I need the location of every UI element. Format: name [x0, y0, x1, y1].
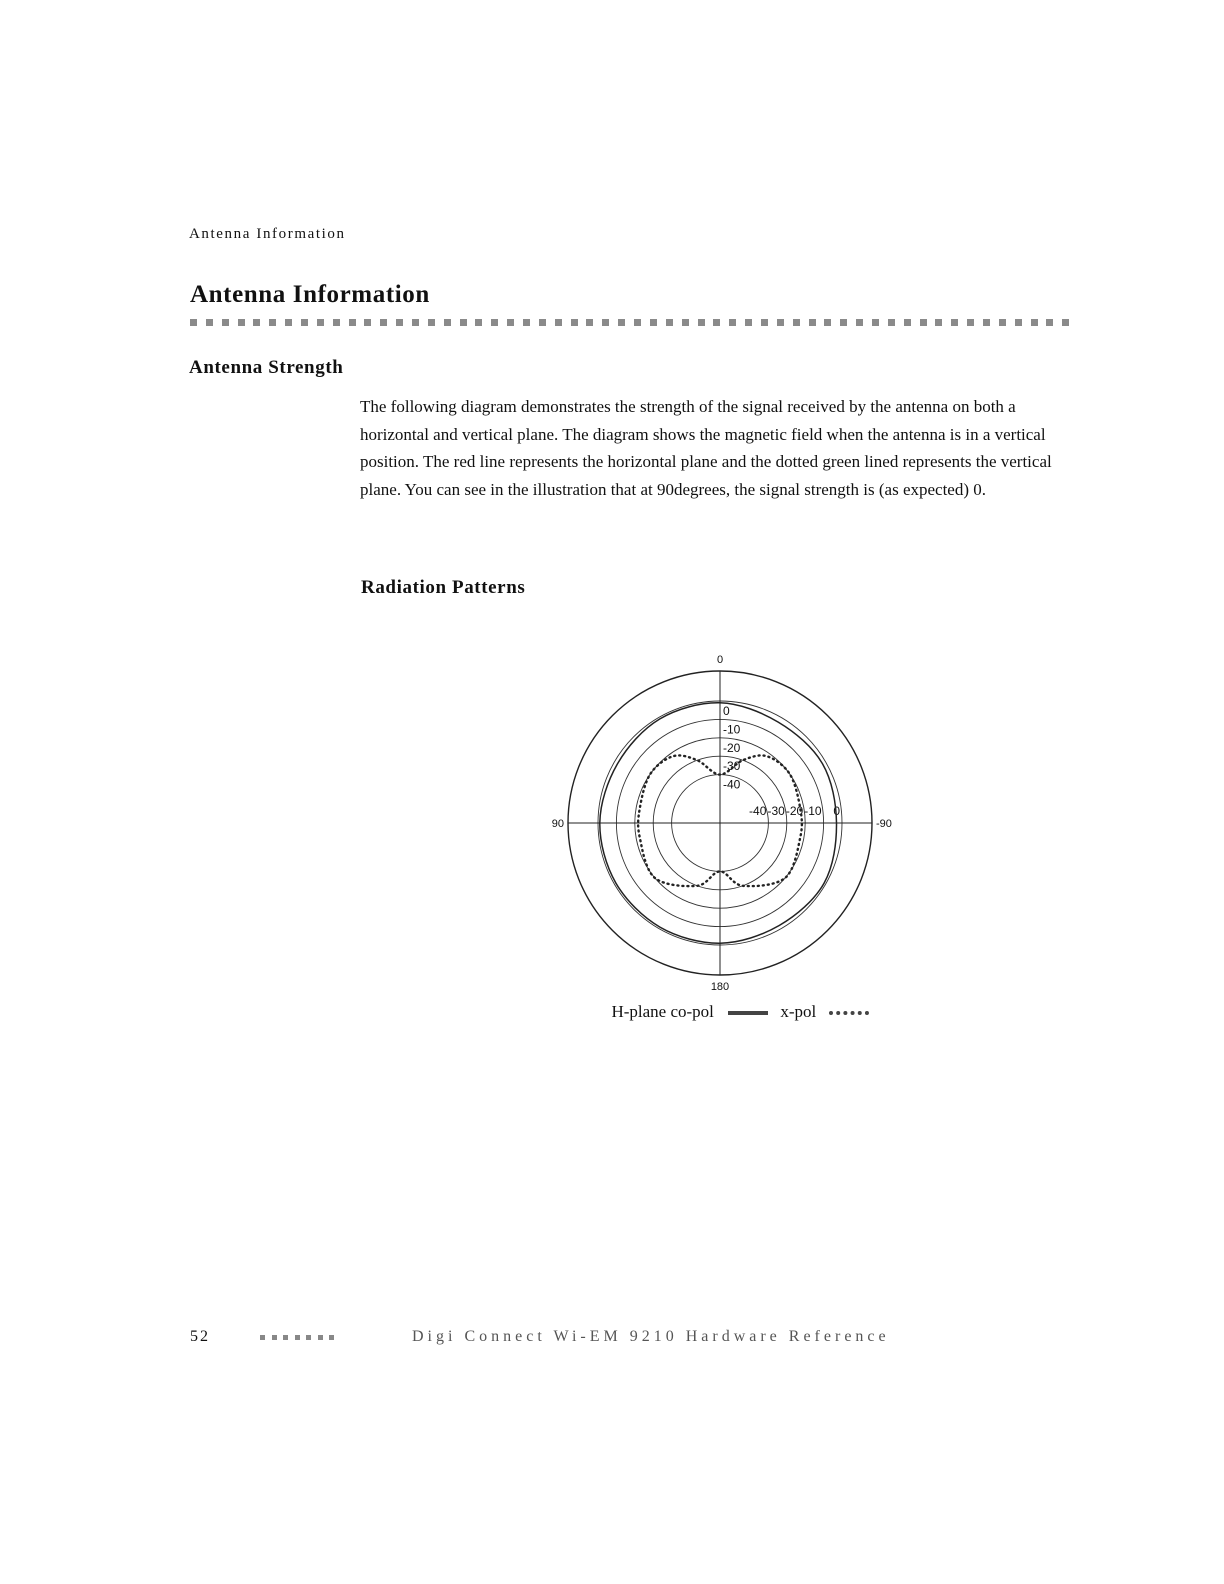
rule-square — [586, 319, 593, 326]
footer-square — [306, 1335, 311, 1340]
angle-label-top: 0 — [716, 654, 724, 666]
rule-square — [935, 319, 942, 326]
radiation-pattern-chart — [530, 640, 910, 1000]
rule-square — [634, 319, 641, 326]
rule-square — [824, 319, 831, 326]
footer-divider — [260, 1335, 334, 1341]
rule-square — [555, 319, 562, 326]
footer-square — [318, 1335, 323, 1340]
rule-square — [190, 319, 197, 326]
chart-legend — [560, 1002, 920, 1022]
rule-square — [539, 319, 546, 326]
rule-square — [317, 319, 324, 326]
rule-square — [380, 319, 387, 326]
radial-tick-label: -30 — [723, 759, 741, 774]
rule-square — [951, 319, 958, 326]
rule-square — [729, 319, 736, 326]
rule-square — [1062, 319, 1069, 326]
rule-square — [491, 319, 498, 326]
rule-square — [523, 319, 530, 326]
legend-solid-label: H-plane co-pol — [611, 1002, 714, 1021]
rule-square — [1031, 319, 1038, 326]
rule-square — [206, 319, 213, 326]
angle-label-bottom: 180 — [710, 981, 730, 993]
rule-square — [840, 319, 847, 326]
rule-square — [253, 319, 260, 326]
rule-square — [364, 319, 371, 326]
rule-square — [412, 319, 419, 326]
rule-square — [856, 319, 863, 326]
rule-square — [618, 319, 625, 326]
rule-square — [1046, 319, 1053, 326]
legend-dotted-swatch — [829, 1011, 869, 1015]
radial-tick-label-h: -30 — [767, 804, 785, 818]
angle-label-left: 90 — [551, 818, 564, 830]
rule-square — [285, 319, 292, 326]
rule-square — [650, 319, 657, 326]
radial-tick-label: 0 — [723, 704, 730, 718]
legend-solid-swatch — [728, 1011, 768, 1015]
rule-square — [745, 319, 752, 326]
rule-square — [269, 319, 276, 326]
rule-square — [999, 319, 1006, 326]
figure-title: Radiation Patterns — [361, 577, 526, 598]
footer-square — [295, 1335, 300, 1340]
rule-square — [396, 319, 403, 326]
rule-square — [222, 319, 229, 326]
rule-square — [444, 319, 451, 326]
rule-square — [904, 319, 911, 326]
rule-square — [888, 319, 895, 326]
rule-square — [1015, 319, 1022, 326]
page-number: 52 — [190, 1328, 210, 1345]
rule-square — [682, 319, 689, 326]
footer-square — [283, 1335, 288, 1340]
rule-square — [777, 319, 784, 326]
rule-square — [920, 319, 927, 326]
rule-square — [698, 319, 705, 326]
radial-tick-label-h: -10 — [804, 804, 822, 818]
footer-square — [272, 1335, 277, 1340]
rule-square — [967, 319, 974, 326]
angle-label-right: -90 — [876, 818, 892, 830]
rule-square — [793, 319, 800, 326]
rule-square — [301, 319, 308, 326]
section-title: Antenna Information — [190, 281, 430, 308]
rule-square — [507, 319, 514, 326]
rule-square — [349, 319, 356, 326]
rule-square — [238, 319, 245, 326]
rule-square — [809, 319, 816, 326]
rule-square — [428, 319, 435, 326]
rule-square — [460, 319, 467, 326]
rule-square — [475, 319, 482, 326]
rule-square — [333, 319, 340, 326]
rule-square — [872, 319, 879, 326]
legend-dotted-label: x-pol — [780, 1002, 817, 1021]
footer-square — [260, 1335, 265, 1340]
footer-square — [329, 1335, 334, 1340]
section-divider — [190, 319, 1070, 326]
running-header: Antenna Information — [189, 226, 346, 242]
radial-tick-label: -10 — [723, 722, 741, 737]
rule-square — [666, 319, 673, 326]
page-footer — [190, 1328, 910, 1350]
radial-tick-label-h: -40 — [749, 804, 767, 818]
rule-square — [713, 319, 720, 326]
radial-tick-label: -40 — [723, 777, 741, 792]
book-title: Digi Connect Wi-EM 9210 Hardware Reference — [412, 1328, 890, 1345]
rule-square — [983, 319, 990, 326]
rule-square — [602, 319, 609, 326]
polar-plot — [530, 640, 910, 1000]
radial-tick-label: -20 — [723, 740, 741, 755]
body-paragraph: The following diagram demonstrates the strength of the signal received by the antenna on both a horizontal and vertical plane. The diagram shows the magnetic field when the antenna is in a vertical position. The red line represents the horizontal plane and the dotted green lined represents the vertical plane. You can see in the illustration that at 90degrees, the signal strength is (as expected) 0. — [360, 397, 1052, 499]
subsection-title: Antenna Strength — [189, 357, 344, 378]
rule-square — [761, 319, 768, 326]
radial-tick-label-h: -20 — [785, 804, 804, 818]
radial-tick-label-h: 0 — [833, 804, 840, 818]
rule-square — [571, 319, 578, 326]
